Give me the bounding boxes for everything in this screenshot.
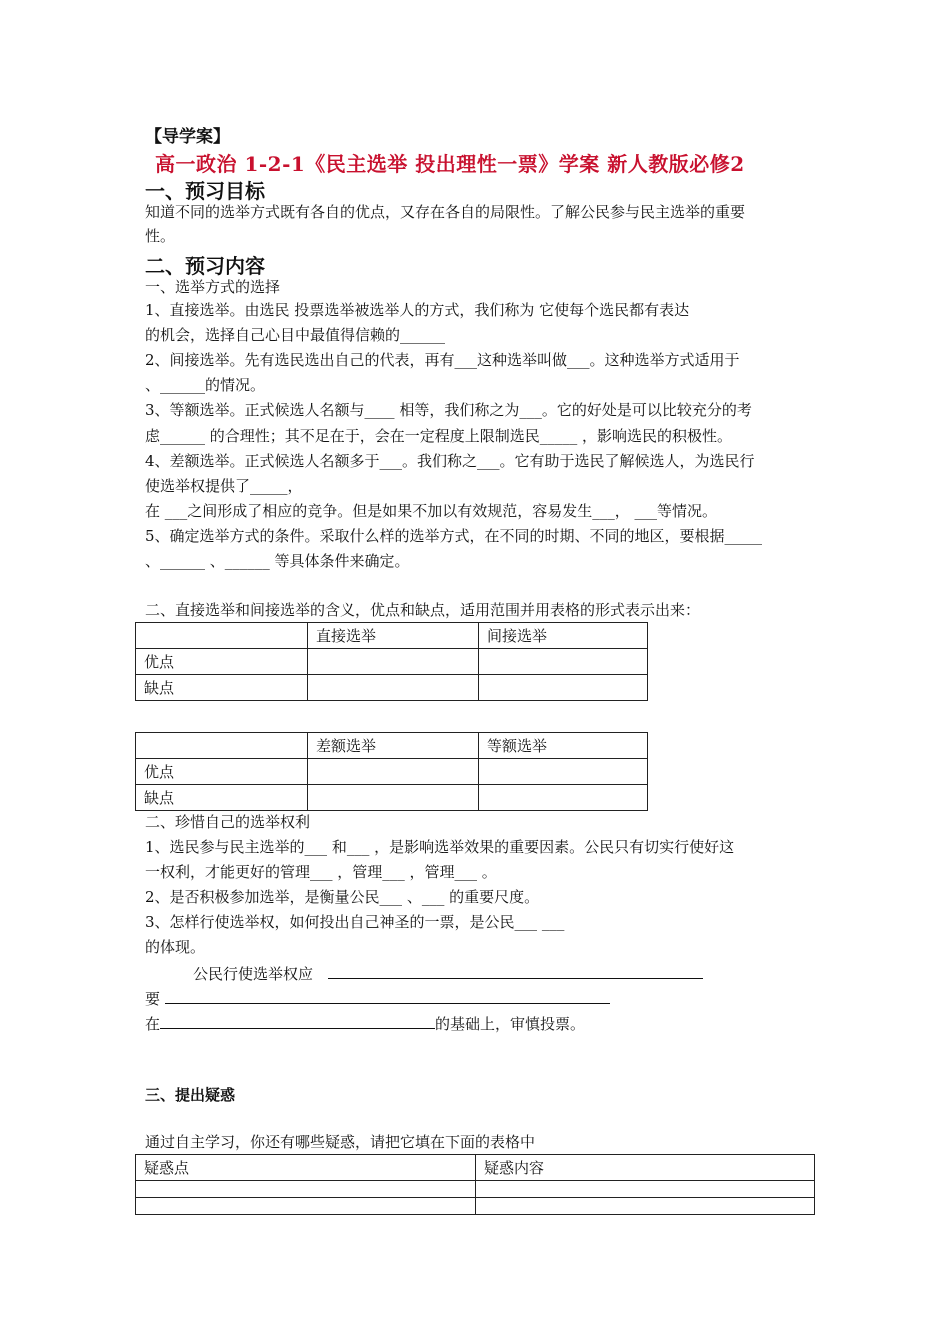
item-direct-line1: 1、直接选举。由选民 投票选举被选举人的方式，我们称为 它使每个选民都有表达 (145, 301, 690, 319)
table-cell[interactable] (479, 675, 648, 701)
blank-line[interactable] (165, 987, 610, 1004)
item-competitive-line3: 在 ___之间形成了相应的竞争。但是如果不加以有效规范，容易发生___， ___等情况。 (145, 502, 718, 520)
table-header-cell: 疑惑内容 (476, 1155, 815, 1181)
row-label: 缺点 (136, 675, 308, 701)
table-cell[interactable] (476, 1198, 815, 1215)
cherish-item3-line2: 的体现。 (145, 938, 206, 956)
goals-text-line1: 知道不同的选举方式既有各自的优点，又存在各自的局限性。了解公民参与民主选举的重要 (145, 203, 746, 221)
cherish-item1-line2: 一权利，才能更好的管理___ ，管理___ ，管理___ 。 (145, 863, 497, 881)
table-header-cell: 直接选举 (308, 623, 479, 649)
table-cell (136, 733, 308, 759)
exercise-line3-text: 在 (145, 1015, 161, 1033)
table-cell[interactable] (308, 649, 479, 675)
row-label: 缺点 (136, 785, 308, 811)
section-heading-goals: 一、预习目标 (145, 179, 265, 203)
table-row (136, 1198, 815, 1215)
table-row (136, 785, 648, 811)
table-cell[interactable] (308, 759, 479, 785)
blank-line[interactable] (160, 1012, 435, 1029)
table-row (136, 675, 648, 701)
table-header-cell: 间接选举 (479, 623, 648, 649)
item-equal-line1: 3、等额选举。正式候选人名额与____ 相等，我们称之为___。它的好处是可以比较充分的考 (145, 401, 752, 419)
table-cell[interactable] (136, 1198, 476, 1215)
item-direct-line2: 的机会，选择自己心目中最值得信赖的______ (145, 326, 446, 344)
table-cell[interactable] (308, 675, 479, 701)
table-header-row (136, 733, 648, 759)
item-equal-line2: 虑______ 的合理性；其不足在于，会在一定程度上限制选民_____ ，影响选民的积极性。 (145, 427, 733, 445)
goals-text-line2: 性。 (145, 227, 176, 245)
doc-title: 高一政治 1-2-1《民主选举 投出理性一票》学案 新人教版必修2 (155, 152, 745, 176)
row-label: 优点 (136, 649, 308, 675)
item-conditions-line1: 5、确定选举方式的条件。采取什么样的选举方式，在不同的时期、不同的地区，要根据_____ (145, 527, 763, 545)
table-cell (136, 623, 308, 649)
table-questions (135, 1154, 815, 1215)
cherish-item3-line1: 3、怎样行使选举权，如何投出自己神圣的一票，是公民___ ___ (145, 913, 565, 931)
subheading-cherish: 二、珍惜自己的选举权利 (145, 813, 311, 831)
exercise-line2-label (145, 987, 610, 1011)
table-cell[interactable] (479, 759, 648, 785)
section-heading-content: 二、预习内容 (145, 254, 265, 278)
item-conditions-line2: 、______ 、______ 等具体条件来确定。 (145, 552, 410, 570)
item-competitive-line1: 4、差额选举。正式候选人名额多于___。我们称之___。它有助于选民了解候选人，为选民行 (145, 452, 755, 470)
cherish-item1-line1: 1、选民参与民主选举的___ 和___ ，是影响选举效果的重要因素。公民只有切实行使好这 (145, 838, 735, 856)
exercise-line2-text: 要 (145, 990, 161, 1008)
table-header-cell: 差额选举 (308, 733, 479, 759)
table-cell[interactable] (136, 1181, 476, 1198)
cherish-item2: 2、是否积极参加选举，是衡量公民___ 、___ 的重要尺度。 (145, 888, 540, 906)
table-header-cell: 疑惑点 (136, 1155, 476, 1181)
table-row (136, 649, 648, 675)
row-label: 优点 (136, 759, 308, 785)
questions-instruction: 通过自主学习，你还有哪些疑惑，请把它填在下面的表格中 (145, 1133, 536, 1151)
table-row (136, 1181, 815, 1198)
table-cell[interactable] (479, 649, 648, 675)
table-header-row (136, 1155, 815, 1181)
table-header-row (136, 623, 648, 649)
table-header-cell: 等额选举 (479, 733, 648, 759)
item-indirect-line2: 、______的情况。 (145, 376, 266, 394)
exercise-line1-text: 公民行使选举权应 (193, 965, 314, 983)
table-cell[interactable] (479, 785, 648, 811)
section-heading-questions: 三、提出疑惑 (145, 1086, 236, 1104)
blank-line[interactable] (328, 962, 703, 979)
item-competitive-line2: 使选举权提供了_____， (145, 477, 303, 495)
table-cell[interactable] (476, 1181, 815, 1198)
table-cell[interactable] (308, 785, 479, 811)
table-direct-indirect (135, 622, 648, 701)
doc-tag: 【导学案】 (145, 127, 230, 147)
table-competitive-equal (135, 732, 648, 811)
table-row (136, 759, 648, 785)
exercise-line3-end: 的基础上，审慎投票。 (435, 1015, 586, 1033)
item-indirect-line1: 2、间接选举。先有选民选出自己的代表，再有___这种选举叫做___。这种选举方式适用于 (145, 351, 740, 369)
exercise-line3-label (145, 1012, 585, 1036)
subheading-table-instruction: 二、直接选举和间接选举的含义，优点和缺点，适用范围并用表格的形式表示出来： (145, 601, 701, 619)
exercise-line1-label (193, 962, 703, 986)
subheading-method: 一、选举方式的选择 (145, 278, 281, 296)
